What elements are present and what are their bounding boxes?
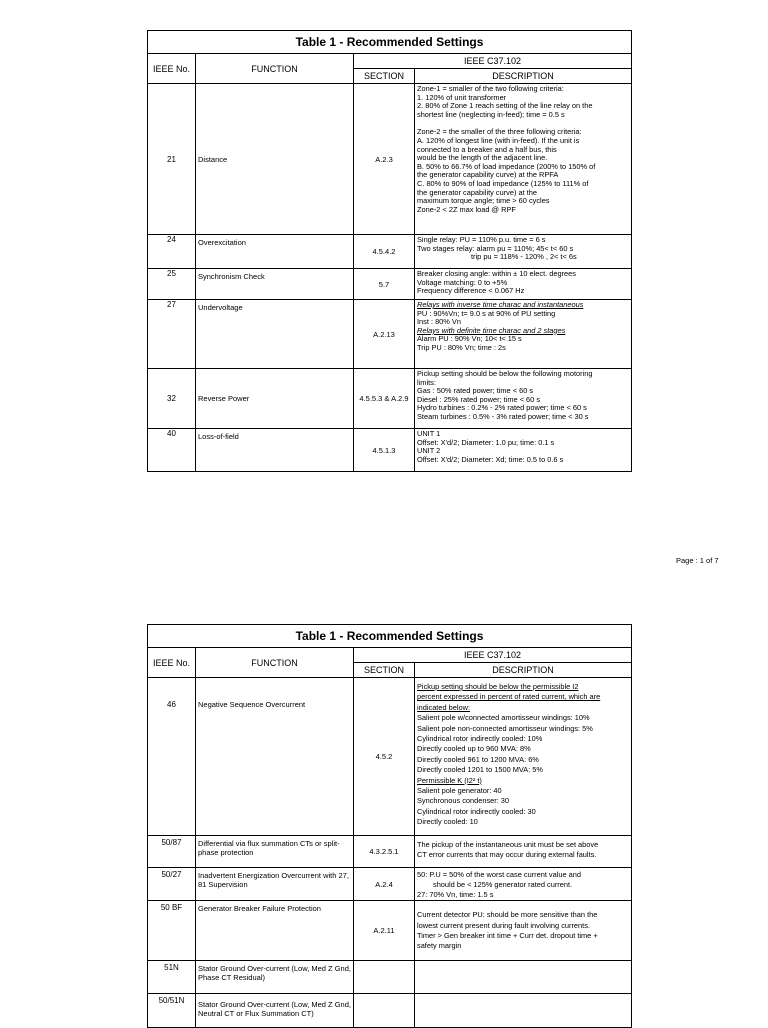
table-row: [148, 300, 632, 369]
function-name: Undervoltage: [196, 300, 354, 369]
description-line: Offset: X'd/2; Diameter: Xd; time: 0.5 to 0.6 s: [417, 454, 564, 464]
description-line: connected to a breaker and a half bus, this: [417, 144, 557, 154]
section-ref: 4.3.2.5.1: [354, 836, 415, 868]
section-ref: A.2.13: [354, 300, 415, 369]
function-name: Differential via flux summation CTs or split-phase protection: [196, 836, 354, 868]
function-name: Reverse Power: [196, 369, 354, 429]
description-line: Voltage matching: 0 to +5%: [417, 277, 508, 287]
page-number: Page : 1 of 7: [676, 556, 719, 565]
ieee-number: 50/51N: [148, 994, 196, 1028]
settings-table-page2: [147, 624, 632, 1028]
description-line: CT error currents that may occur during external faults.: [417, 850, 597, 860]
ieee-number: 46: [148, 678, 196, 836]
description-line: Directly cooled: 10: [417, 817, 478, 827]
section-ref: 4.5.2: [354, 678, 415, 836]
description-line: Trip PU : 80% Vn; time : 2s: [417, 342, 506, 352]
description-line: Zone-2 < 2Z max load @ RPF: [417, 204, 516, 214]
description-line: percent expressed in percent of rated current, which are: [417, 692, 601, 702]
description-line: Zone-1 = smaller of the two following criteria:: [417, 84, 564, 93]
description-line: shortest line (neglecting in-feed); time = 0.5 s: [417, 109, 565, 119]
table-title: Table 1 - Recommended Settings: [148, 625, 632, 648]
description: [415, 300, 632, 369]
description-line: Relays with inverse time charac and instantaneous: [417, 300, 584, 309]
description-line: Gas : 50% rated power; time < 60 s: [417, 386, 534, 396]
description-line: 2. 80% of Zone 1 reach setting of the line relay on the: [417, 101, 593, 111]
table-row: [148, 429, 632, 472]
description-line: Directly cooled up to 960 MVA: 8%: [417, 744, 531, 754]
description: [415, 836, 632, 868]
description-header: DESCRIPTION: [415, 69, 632, 84]
description-line: Cylindrical rotor indirectly cooled: 10%: [417, 734, 543, 744]
ieee-number: 27: [148, 300, 196, 369]
section-header: SECTION: [354, 69, 415, 84]
description: [415, 868, 632, 901]
description-line: Inst : 80% Vn: [417, 317, 461, 327]
description-line: Timer > Gen breaker int time + Curr det. dropout time +: [417, 931, 598, 940]
section-ref: 4.5.4.2: [354, 235, 415, 269]
description-line: Alarm PU : 90% Vn; 10< t< 15 s: [417, 334, 522, 344]
description-line: 50: P.U = 50% of the worst case current value and: [417, 870, 581, 879]
description-line: Salient pole generator: 40: [417, 786, 502, 796]
description: [415, 994, 632, 1028]
table-row: [148, 836, 632, 868]
table-title: Table 1 - Recommended Settings: [148, 31, 632, 54]
description-line: Permissible K (I2² t): [417, 775, 482, 785]
function-header: FUNCTION: [196, 648, 354, 678]
description-line: would be the length of the adjacent line.: [417, 153, 548, 163]
description-line: safety margin: [417, 941, 462, 951]
ieee-number: 50/87: [148, 836, 196, 868]
description-line: Zone-2 = the smaller of the three following criteria:: [417, 127, 582, 137]
description-line: 27: 70% Vn, time: 1.5 s: [417, 890, 494, 899]
description-line: Pickup setting should be below the permissible I2: [417, 682, 579, 691]
description-header: DESCRIPTION: [415, 663, 632, 678]
ieee-number: 21: [148, 84, 196, 235]
description-line: PU : 90%Vn; t= 9.0 s at 90% of PU setting: [417, 308, 556, 318]
function-name: Stator Ground Over-current (Low, Med Z Gnd, Neutral CT or Flux Summation CT): [196, 994, 354, 1028]
ieee-number: 32: [148, 369, 196, 429]
description-line: Salient pole non-connected amortisseur windings: 5%: [417, 723, 593, 733]
description-line: the generator capability curve) at the RPFA: [417, 170, 559, 180]
description-line: Pickup setting should be below the following motoring: [417, 369, 593, 378]
description-line: limits:: [417, 377, 436, 387]
table-row: [148, 269, 632, 300]
function-name: Synchronism Check: [196, 269, 354, 300]
function-name: Stator Ground Over-current (Low, Med Z Gnd, Phase CT Residual): [196, 961, 354, 994]
description-line: Salient pole w/connected amortisseur windings: 10%: [417, 713, 590, 723]
ieee-number: 50 BF: [148, 901, 196, 961]
table-row: [148, 369, 632, 429]
function-name: Overexcitation: [196, 235, 354, 269]
description-line: UNIT 2: [417, 446, 441, 456]
ieee-number: 40: [148, 429, 196, 472]
ieee-no-header: IEEE No.: [148, 54, 196, 84]
description-line: UNIT 1: [417, 429, 441, 438]
description-line: lowest current present during fault involving currents.: [417, 920, 590, 930]
description-line: trip pu = 118% - 120% , 2< t< 6s: [471, 252, 577, 262]
section-ref: A.2.4: [354, 868, 415, 901]
section-ref: 4.5.1.3: [354, 429, 415, 472]
ieee-no-header: IEEE No.: [148, 648, 196, 678]
description-line: Two stages relay: alarm pu = 110%; 45< t< 60 s: [417, 243, 574, 253]
function-name: Inadvertent Energization Overcurrent with 27, 81 Supervision: [196, 868, 354, 901]
function-name: Negative Sequence Overcurrent: [196, 678, 354, 836]
description-line: C. 80% to 90% of load impedance (125% to 111% of: [417, 178, 589, 188]
settings-table-page1: [147, 30, 632, 472]
section-ref: 4.5.5.3 & A.2.9: [354, 369, 415, 429]
description-line: Cylindrical rotor indirectly cooled: 30: [417, 806, 536, 816]
description-line: B. 50% to 66.7% of load impedance (200% to 150% of: [417, 161, 596, 171]
section-ref: A.2.11: [354, 901, 415, 961]
function-header: FUNCTION: [196, 54, 354, 84]
description-line: The pickup of the instantaneous unit must be set above: [417, 840, 599, 849]
description-line: Steam turbines : 0.5% - 3% rated power; time < 30 s: [417, 411, 589, 421]
table-row: [148, 84, 632, 235]
description-line: Breaker closing angle: within ± 10 elect. degrees: [417, 269, 576, 278]
ieee-number: 25: [148, 269, 196, 300]
description-line: Frequency difference < 0.067 Hz: [417, 286, 525, 296]
section-ref: A.2.3: [354, 84, 415, 235]
description-line: should be < 125% generator rated current.: [433, 880, 573, 889]
table-row: [148, 678, 632, 836]
section-header: SECTION: [354, 663, 415, 678]
table-row: [148, 235, 632, 269]
section-ref: [354, 961, 415, 994]
function-name: Loss-of-field: [196, 429, 354, 472]
description-line: Synchronous condenser: 30: [417, 796, 510, 806]
description-line: Offset: X'd/2; Diameter: 1.0 pu; time: 0.1 s: [417, 437, 555, 447]
description-line: Hydro turbines : 0.2% - 2% rated power; time < 60 s: [417, 403, 587, 413]
table-row: [148, 901, 632, 961]
description-line: Relays with definite time charac and 2 stages: [417, 325, 566, 335]
function-name: Generator Breaker Failure Protection: [196, 901, 354, 961]
description-line: Directly cooled 961 to 1200 MVA: 6%: [417, 754, 539, 764]
description-line: 1. 120% of unit transformer: [417, 92, 507, 102]
description: [415, 235, 632, 269]
description: [415, 901, 632, 961]
description: [415, 84, 632, 235]
description-line: Current detector PU: should be more sensitive than the: [417, 910, 598, 920]
table-row: [148, 868, 632, 901]
ieee-number: 24: [148, 235, 196, 269]
function-name: Distance: [196, 84, 354, 235]
description: [415, 678, 632, 836]
description: [415, 269, 632, 300]
description: [415, 429, 632, 472]
section-ref: 5.7: [354, 269, 415, 300]
description-line: the generator capability curve) at the: [417, 187, 537, 197]
table-row: [148, 994, 632, 1028]
description-line: Diesel : 25% rated power; time < 60 s: [417, 394, 541, 404]
section-ref: [354, 994, 415, 1028]
description-line: A. 120% of longest line (with in-feed). If the unit is: [417, 135, 580, 145]
description: [415, 961, 632, 994]
description: [415, 369, 632, 429]
ieee-number: 50/27: [148, 868, 196, 901]
standard-header: IEEE C37.102: [354, 648, 632, 663]
ieee-number: 51N: [148, 961, 196, 994]
standard-header: IEEE C37.102: [354, 54, 632, 69]
description-line: maximum torque angle; time > 60 cycles: [417, 196, 550, 206]
table-row: [148, 961, 632, 994]
description-line: Directly cooled 1201 to 1500 MVA: 5%: [417, 765, 543, 775]
description-line: Single relay: PU = 110% p.u. time = 6 s: [417, 235, 546, 244]
description-line: indicated below:: [417, 702, 471, 712]
